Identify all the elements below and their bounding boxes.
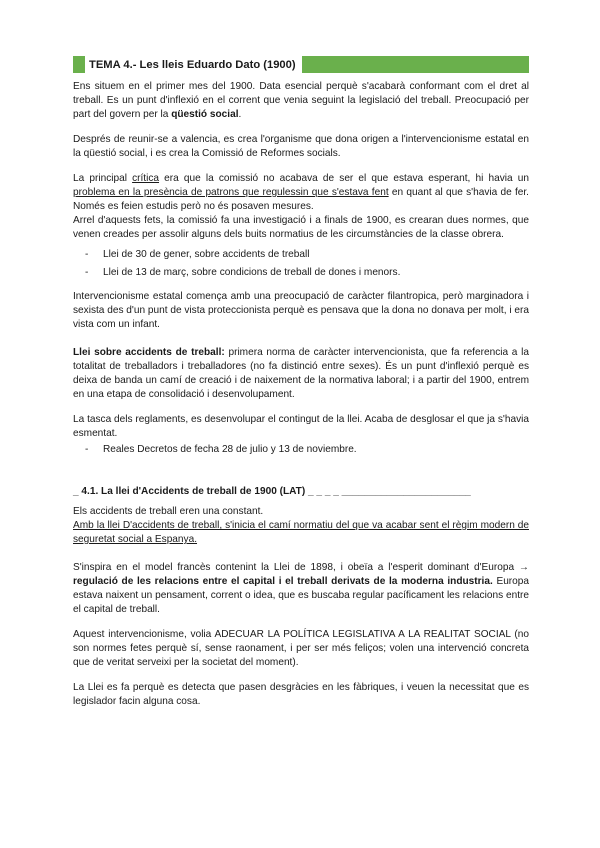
paragraph-constant: Els accidents de treball eren una constant. [73,506,264,517]
title-accent-right [302,56,529,73]
list-decrets [73,443,529,457]
paragraph-accidents: Llei sobre accidents de treball: primera norma de caràcter intervencionista, que fa referencia a la totalitat de treballadors i treballadores (no fa distinció entre sexes). És un punt d'inflexió perquè es deixa de banda un camí de creació i de naixement de la normativa laboral; i a partir del 1900, entrem en una etapa de consolidació i desenvolupament. [73,347,529,400]
section-heading: _ 4.1. La llei d'Accidents de treball de 1900 (LAT) _ _ _ _ _______________________ [73,486,471,497]
list-item: - Llei de 13 de març, sobre condicions de treball de dones i menors. [91,266,529,280]
title-accent-left [73,56,85,73]
paragraph-model-frances: S'inspira en el model francès contenint la Llei de 1898, i obeïa a l'esperit dominant d'Europa → regulació de les relacions entre el capital i el treball derivats de la moderna industria. Europa estava naixent un pensament, corrent o idea, que es buscaba regular pacíficament les relacions entre el capital de treball. [73,562,530,615]
paragraph-adecuar: Aquest intervencionisme, volia ADECUAR LA POLÍTICA LEGISLATIVA A LA REALITAT SOCIAL (no son normes fetes perquè sí, sense raonament, i per ser més feliços; volen una intervenció concreta que de veritat serveixi per la societat del moment). [73,629,529,668]
paragraph-intervencionisme: Intervencionisme estatal comença amb una preocupació de caràcter filantropica, però marginadora i sexista des d'un punt de vista proteccionista perquè es pensava que la dona no donava per molt, i era vista com un infant. [73,291,529,330]
list-item: - Reales Decretos de fecha 28 de julio y 13 de noviembre. [91,443,529,457]
paragraph-intro: Ens situem en el primer mes del 1900. Data esencial perquè s'acabarà conformant com el dret al treball. Es un punt d'inflexió en el corrent que venia seguint la legislació del treball. Preocupació per part del govern per la qüestió social. [73,81,529,120]
paragraph-reglaments: La tasca dels reglaments, es desenvolupar el contingut de la llei. Acaba de desglosar el que ja s'havia esmentat. [73,414,529,439]
paragraph-critica: La principal crítica era que la comissió no acabava de ser el que estava esperant, hi havia un problema en la presència de patrons que regulessin que s'estava fent en quant al que s'havia de fer. Només es feien estudis però no és posaven mesures. [73,173,529,212]
paragraph-cami-normatiu: Amb la llei D'accidents de treball, s'inicia el camí normatiu del que va acabar sent el règim modern de seguretat social a Espanya. [73,520,529,545]
title-bar [73,56,529,73]
list-item: - Llei de 30 de gener, sobre accidents de treball [91,248,529,262]
page-title: TEMA 4.- Les lleis Eduardo Dato (1900) [89,58,296,71]
paragraph-valencia: Després de reunir-se a valencia, es crea l'organisme que dona origen a l'intervencionisme estatal en la qüestió social, i es crea la Comissió de Reformes socials. [73,134,529,159]
document-body [73,80,529,720]
paragraph-desgracies: La Llei es fa perquè es detecta que pasen desgràcies en les fàbriques, i veuen la necessitat que es legislador facin alguna cosa. [73,682,529,707]
list-laws [73,248,529,280]
paragraph-arrel: Arrel d'aquests fets, la comissió fa una investigació i a finals de 1900, es crearan dues normes, que venen creades per assolir alguns dels buits normatius de les circumstàncies de la classe obrera. [73,215,529,240]
